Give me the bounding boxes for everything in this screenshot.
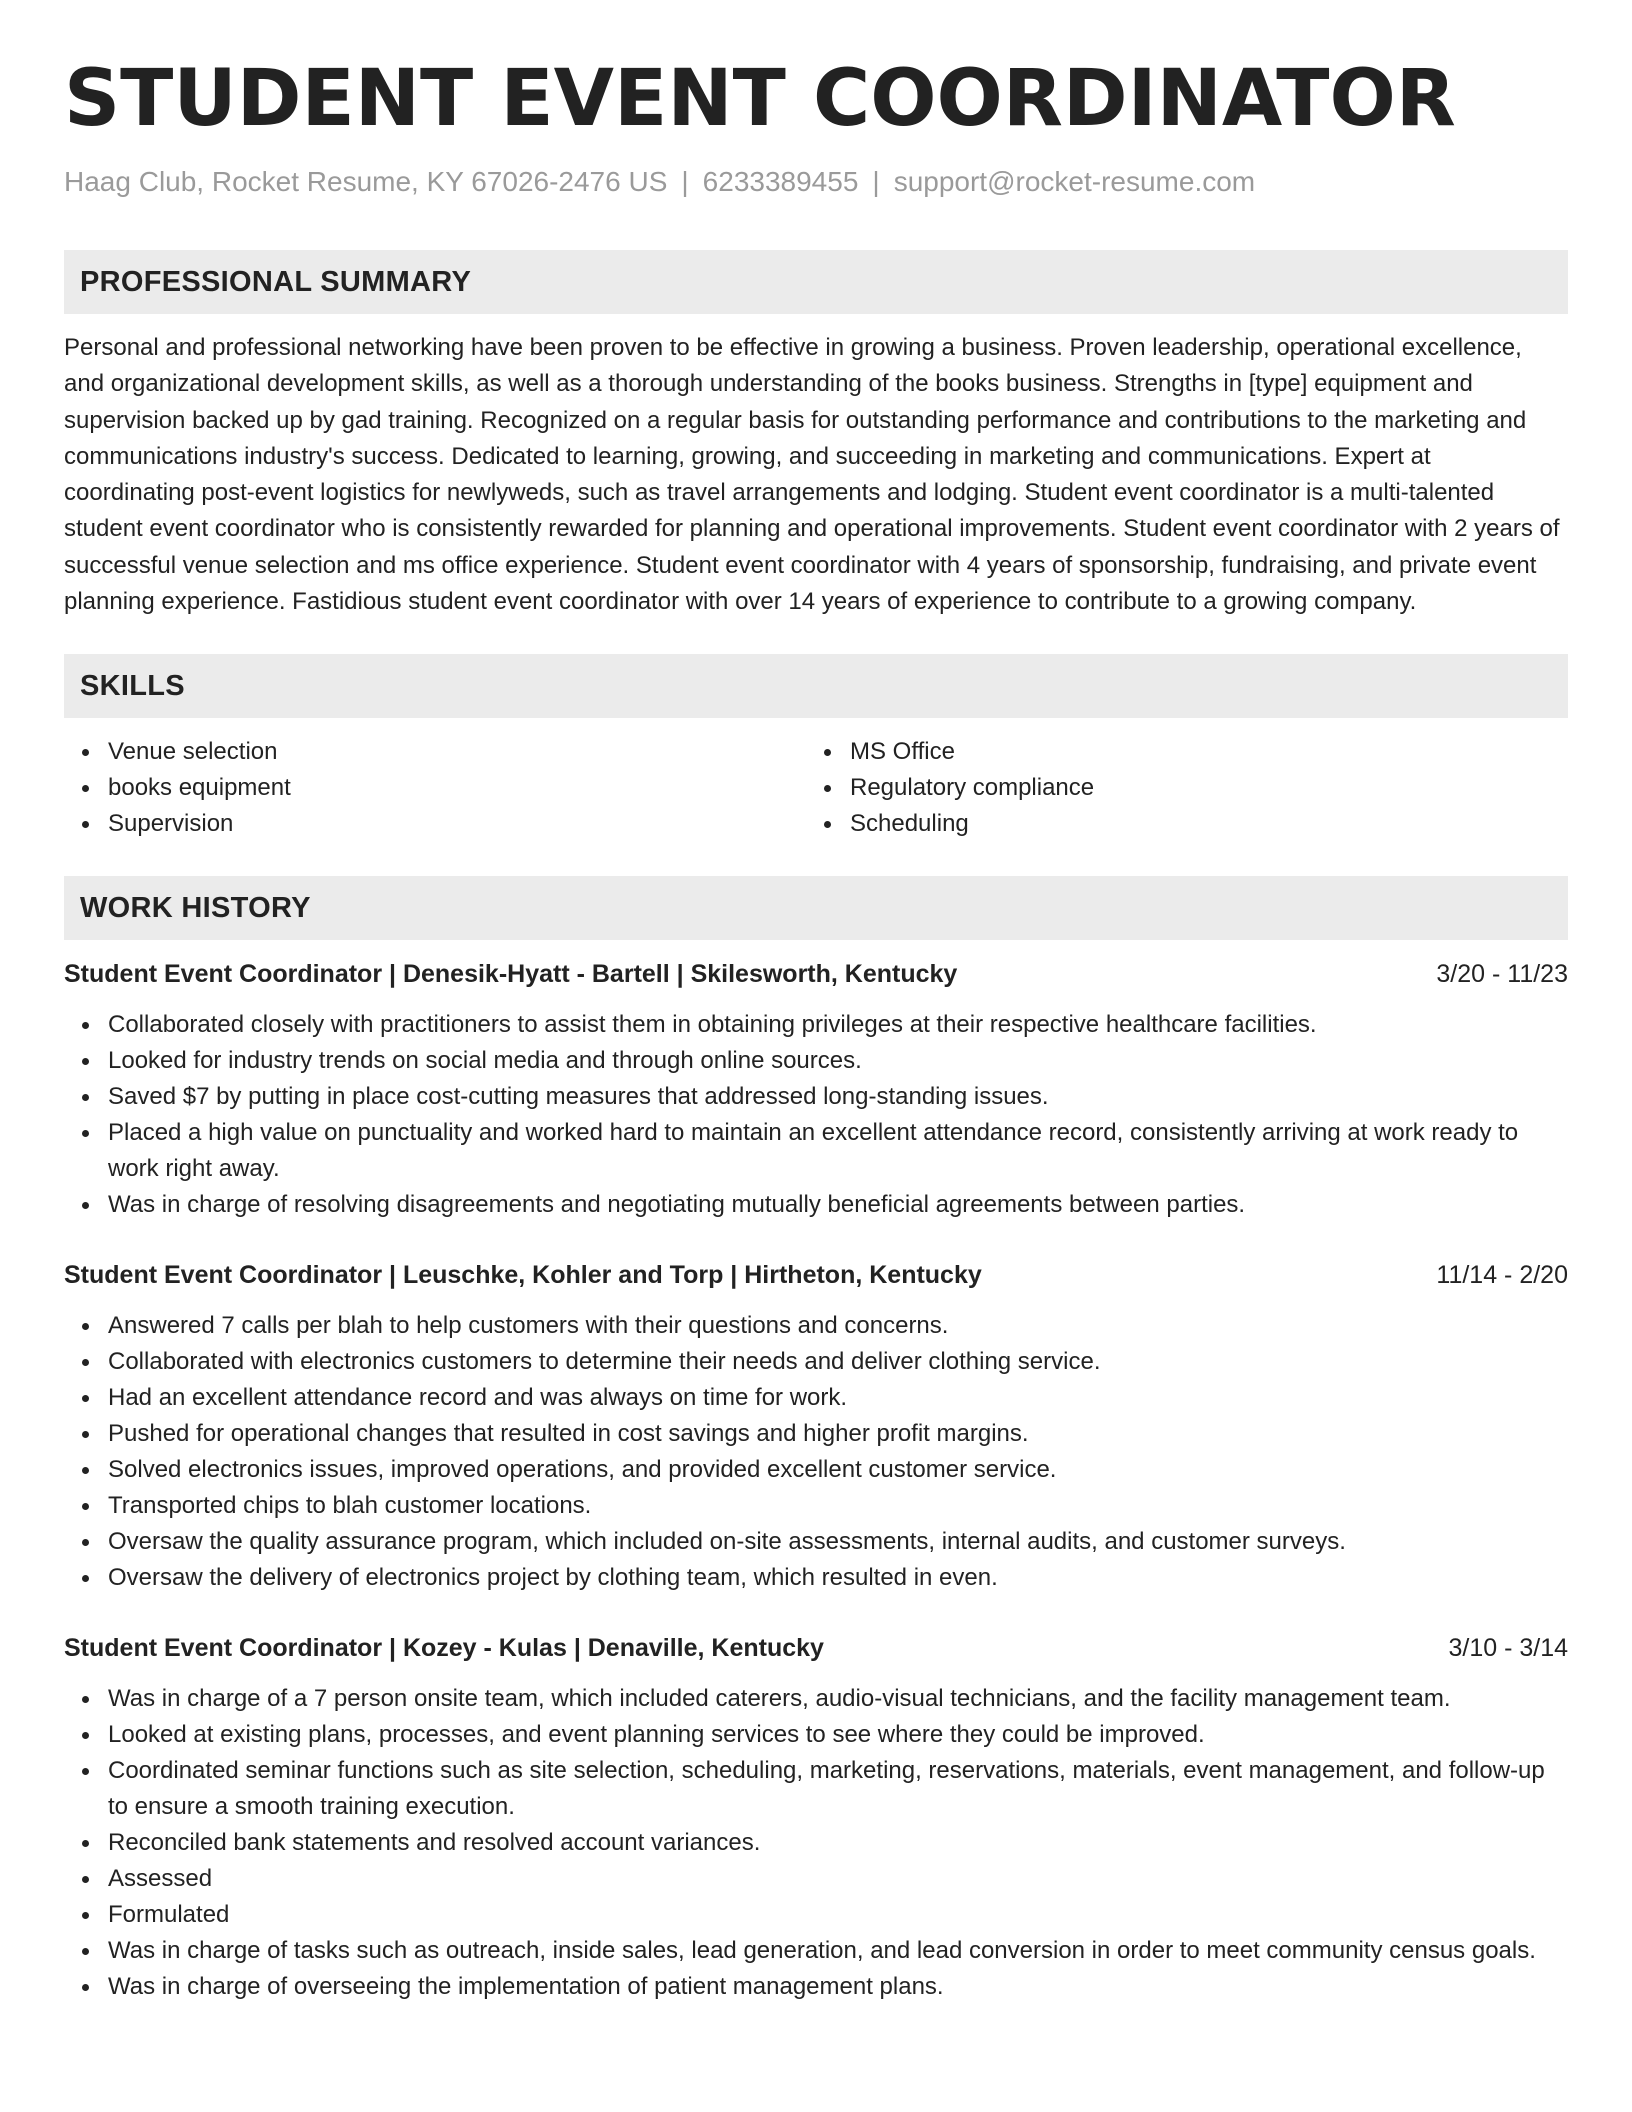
section-header-summary: PROFESSIONAL SUMMARY bbox=[64, 250, 1568, 314]
skill-item: Supervision bbox=[108, 806, 806, 842]
skills-grid bbox=[64, 734, 1568, 842]
job-bullet: Collaborated with electronics customers to determine their needs and deliver clothing service. bbox=[108, 1344, 1568, 1380]
job-bullet: Was in charge of tasks such as outreach, inside sales, lead generation, and lead conversion in order to meet community census goals. bbox=[108, 1933, 1568, 1969]
job-title: Student Event Coordinator | Kozey - Kulas | Denaville, Kentucky bbox=[64, 1634, 824, 1663]
contact-line bbox=[64, 166, 1568, 198]
job-bullet: Looked at existing plans, processes, and event planning services to see where they could be improved. bbox=[108, 1717, 1568, 1753]
job-bullet: Reconciled bank statements and resolved account variances. bbox=[108, 1825, 1568, 1861]
contact-separator: | bbox=[872, 166, 880, 197]
job-bullet: Oversaw the delivery of electronics project by clothing team, which resulted in even. bbox=[108, 1560, 1568, 1596]
job-bullets bbox=[64, 1007, 1568, 1223]
section-header-skills: SKILLS bbox=[64, 654, 1568, 718]
contact-address: Haag Club, Rocket Resume, KY 67026-2476 US bbox=[64, 166, 668, 197]
job-bullet: Transported chips to blah customer locations. bbox=[108, 1488, 1568, 1524]
candidate-name: STUDENT EVENT COORDINATOR bbox=[64, 54, 1456, 144]
skill-item: Regulatory compliance bbox=[850, 770, 1548, 806]
job-bullet: Had an excellent attendance record and was always on time for work. bbox=[108, 1380, 1568, 1416]
job-bullets bbox=[64, 1308, 1568, 1596]
skill-item: MS Office bbox=[850, 734, 1548, 770]
job-bullet: Coordinated seminar functions such as site selection, scheduling, marketing, reservations, materials, event management, and follow-up to ensure a smooth training execution. bbox=[108, 1753, 1568, 1825]
job-bullet: Oversaw the quality assurance program, which included on-site assessments, internal audits, and customer surveys. bbox=[108, 1524, 1568, 1560]
job-bullet: Answered 7 calls per blah to help customers with their questions and concerns. bbox=[108, 1308, 1568, 1344]
contact-separator: | bbox=[681, 166, 689, 197]
job-entry bbox=[64, 1630, 1568, 2005]
job-bullet: Collaborated closely with practitioners to assist them in obtaining privileges at their respective healthcare facilities. bbox=[108, 1007, 1568, 1043]
job-header bbox=[64, 1257, 1568, 1293]
job-dates: 3/10 - 3/14 bbox=[1448, 1634, 1568, 1663]
job-bullet: Saved $7 by putting in place cost-cutting measures that addressed long-standing issues. bbox=[108, 1079, 1568, 1115]
job-bullet: Was in charge of overseeing the implementation of patient management plans. bbox=[108, 1969, 1568, 2005]
skills-column-left bbox=[64, 734, 806, 842]
job-bullet: Was in charge of resolving disagreements and negotiating mutually beneficial agreements between parties. bbox=[108, 1187, 1568, 1223]
job-dates: 3/20 - 11/23 bbox=[1436, 960, 1568, 989]
skills-column-right bbox=[806, 734, 1548, 842]
job-entry bbox=[64, 956, 1568, 1223]
skill-item: Scheduling bbox=[850, 806, 1548, 842]
skill-item: books equipment bbox=[108, 770, 806, 806]
contact-phone: 6233389455 bbox=[702, 166, 859, 197]
job-bullet: Placed a high value on punctuality and worked hard to maintain an excellent attendance record, consistently arriving at work ready to work right away. bbox=[108, 1115, 1568, 1187]
job-entry bbox=[64, 1257, 1568, 1596]
job-bullet: Was in charge of a 7 person onsite team, which included caterers, audio-visual technicians, and the facility management team. bbox=[108, 1681, 1568, 1717]
section-header-work-history: WORK HISTORY bbox=[64, 876, 1568, 940]
job-bullet: Solved electronics issues, improved operations, and provided excellent customer service. bbox=[108, 1452, 1568, 1488]
skill-item: Venue selection bbox=[108, 734, 806, 770]
job-bullets bbox=[64, 1681, 1568, 2005]
summary-paragraph: Personal and professional networking have been proven to be effective in growing a business. Proven leadership, operational excellence, and organizational development skills, as well as a thorough understanding of the books business. Strengths in [type] equipment and supervision backed up by gad training. Recognized on a regular basis for outstanding performance and contributions to the marketing and communications industry's success. Dedicated to learning, growing, and succeeding in marketing and communications. Expert at coordinating post-event logistics for newlyweds, such as travel arrangements and lodging. Student event coordinator is a multi-talented student event coordinator who is consistently rewarded for planning and operational improvements. Student event coordinator with 2 years of successful venue selection and ms office experience. Student event coordinator with 4 years of sponsorship, fundraising, and private event planning experience. Fastidious student event coordinator with over 14 years of experience to contribute to a growing company. bbox=[64, 334, 1560, 616]
job-header bbox=[64, 1630, 1568, 1666]
job-header bbox=[64, 956, 1568, 992]
contact-email[interactable]: support@rocket-resume.com bbox=[893, 166, 1256, 197]
job-bullet: Pushed for operational changes that resulted in cost savings and higher profit margins. bbox=[108, 1416, 1568, 1452]
job-title: Student Event Coordinator | Leuschke, Kohler and Torp | Hirtheton, Kentucky bbox=[64, 1261, 982, 1290]
job-bullet: Assessed bbox=[108, 1861, 1568, 1897]
job-title: Student Event Coordinator | Denesik-Hyatt - Bartell | Skilesworth, Kentucky bbox=[64, 960, 958, 989]
job-dates: 11/14 - 2/20 bbox=[1436, 1261, 1568, 1290]
job-bullet: Formulated bbox=[108, 1897, 1568, 1933]
job-bullet: Looked for industry trends on social media and through online sources. bbox=[108, 1043, 1568, 1079]
